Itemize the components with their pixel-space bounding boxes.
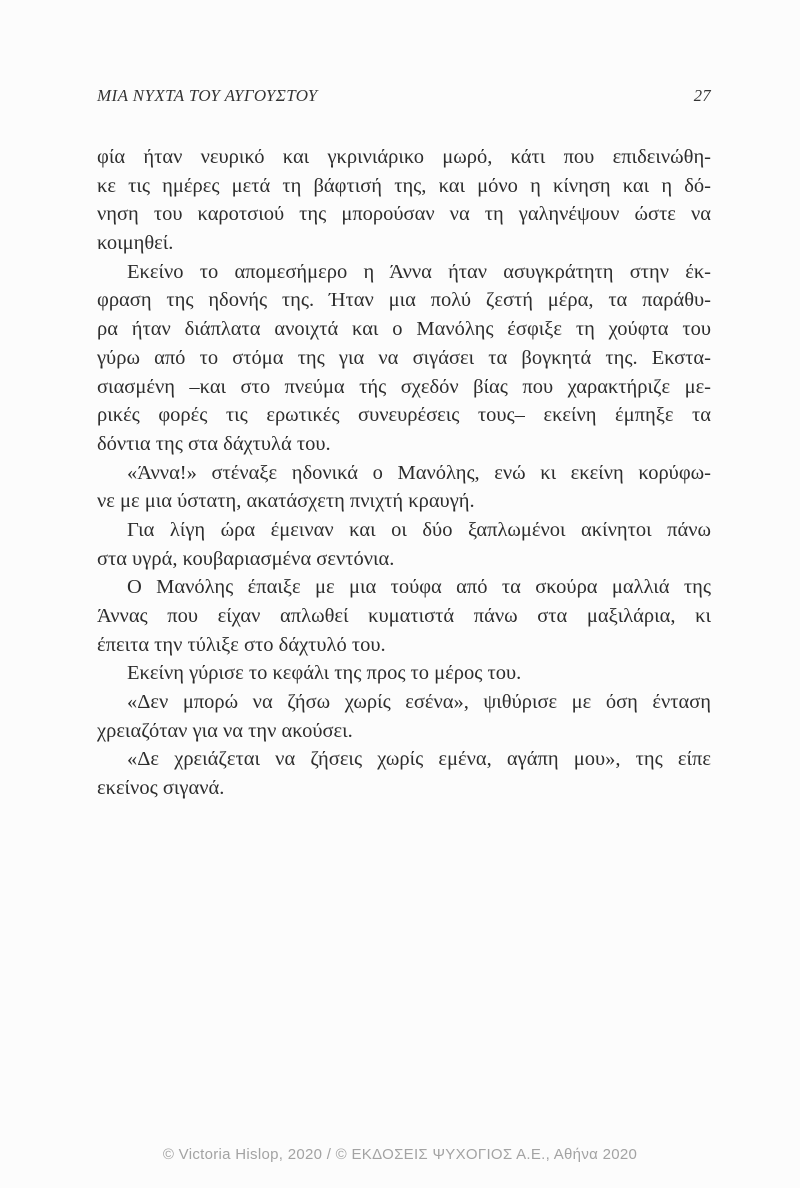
text-line: δόντια της στα δάχτυλά του. — [97, 432, 331, 455]
text-line: Εκείνη γύρισε το κεφάλι της προς το μέρος του. — [127, 662, 522, 685]
text-line: φία ήταν νευρικό και γκρινιάρικο μωρό, κάτι που επιδεινώθη- — [97, 146, 711, 168]
text-line: Ο Μανόλης έπαιξε με μια τούφα από τα σκούρα μαλλιά της — [127, 576, 711, 599]
text-line: Για λίγη ώρα έμειναν και οι δύο ξαπλωμένοι ακίνητοι πάνω — [127, 518, 711, 541]
text-line: σιασμένη –και στο πνεύμα τής σχεδόν βίας που χαρακτήριζε με- — [97, 375, 711, 398]
text-line: «Δεν μπορώ να ζήσω χωρίς εσένα», ψιθύρισε με όση ένταση — [127, 691, 711, 714]
page-footer — [0, 1146, 800, 1163]
text-line: «Άννα!» στέναξε ηδονικά ο Μανόλης, ενώ κι εκείνη κορύφω- — [127, 461, 711, 484]
text-line: ρικές φορές τις ερωτικές συνευρέσεις τους– εκείνη έμπηξε τα — [97, 404, 711, 427]
text-line: έπειτα την τύλιξε στο δάχτυλό του. — [97, 633, 386, 656]
text-line: νηση του καροτσιού της μπορούσαν να τη γαληνέψουν ώστε να — [97, 203, 711, 226]
text-line: χρειαζόταν για να την ακούσει. — [97, 719, 353, 742]
text-line: ρα ήταν διάπλατα ανοιχτά και ο Μανόλης έσφιξε τη χούφτα του — [97, 318, 711, 341]
text-line: φραση της ηδονής της. Ήταν μια πολύ ζεστή μέρα, τα παράθυ- — [97, 289, 711, 312]
text-line: νε με μια ύστατη, ακατάσχετη πνιχτή κραυγή. — [97, 490, 475, 513]
text-line: στα υγρά, κουβαριασμένα σεντόνια. — [97, 547, 395, 570]
text-line: εκείνος σιγανά. — [97, 777, 225, 800]
running-header — [97, 86, 711, 106]
text-line: κοιμηθεί. — [97, 232, 174, 255]
running-title: ΜΙΑ ΝΥΧΤΑ ΤΟΥ ΑΥΓΟΥΣΤΟΥ — [97, 86, 318, 105]
text-line: Άννας που είχαν απλωθεί κυματιστά πάνω στα μαξιλάρια, κι — [97, 605, 711, 627]
text-line: κε τις ημέρες μετά τη βάφτισή της, και μόνο η κίνηση και η δό- — [97, 174, 711, 197]
text-line: Εκείνο το απομεσήμερο η Άννα ήταν ασυγκράτητη στην έκ- — [127, 260, 711, 283]
text-line: γύρω από το στόμα της για να σιγάσει τα βογκητά της. Εκστα- — [97, 346, 711, 369]
copyright-notice: © Victoria Hislop, 2020 / © ΕΚΔΟΣΕΙΣ ΨΥΧΟΓΙΟΣ Α.Ε., Αθήνα 2020 — [162, 1146, 638, 1163]
body-text-block — [97, 143, 711, 803]
text-line: «Δε χρειάζεται να ζήσεις χωρίς εμένα, αγάπη μου», της είπε — [127, 748, 711, 771]
page-number: 27 — [693, 86, 711, 105]
